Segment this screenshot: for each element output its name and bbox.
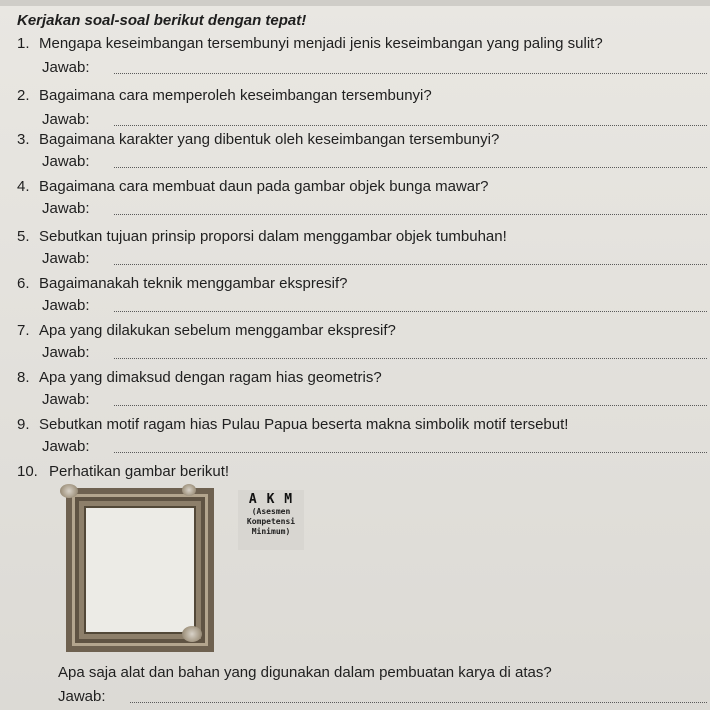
answer-dotted-line <box>114 264 707 265</box>
page-top-edge <box>0 0 710 6</box>
question-number: 7. <box>17 322 30 339</box>
answer-line-7 <box>42 344 707 362</box>
question-number: 8. <box>17 369 30 386</box>
answer-label: Jawab: <box>58 688 106 705</box>
answer-line-3 <box>42 153 707 171</box>
flower-ornament-icon <box>60 484 78 498</box>
question-10 <box>17 463 707 481</box>
akm-title: A K M <box>248 492 294 507</box>
question-6 <box>17 275 707 293</box>
question-number: 6. <box>17 275 30 292</box>
question-text: Sebutkan motif ragam hias Pulau Papua beserta makna simbolik motif tersebut! <box>39 416 569 433</box>
akm-line: (Asesmen <box>251 507 291 516</box>
answer-label: Jawab: <box>42 153 90 170</box>
answer-line-5 <box>42 250 707 268</box>
answer-label: Jawab: <box>42 344 90 361</box>
answer-line-8 <box>42 391 707 409</box>
answer-line-9 <box>42 438 707 456</box>
final-question: Apa saja alat dan bahan yang digunakan dalam pembuatan karya di atas? <box>58 664 552 681</box>
question-5 <box>17 228 707 246</box>
answer-label: Jawab: <box>42 59 90 76</box>
question-number: 1. <box>17 35 30 52</box>
answer-line-1 <box>42 59 707 77</box>
question-text: Bagaimana cara memperoleh keseimbangan tersembunyi? <box>39 87 432 104</box>
question-text: Mengapa keseimbangan tersembunyi menjadi jenis keseimbangan yang paling sulit? <box>39 35 603 52</box>
answer-label: Jawab: <box>42 250 90 267</box>
question-3 <box>17 131 707 149</box>
question-text: Apa yang dilakukan sebelum menggambar ekspresif? <box>39 322 396 339</box>
flower-ornament-icon <box>182 626 202 642</box>
question-9 <box>17 416 707 434</box>
answer-label: Jawab: <box>42 297 90 314</box>
answer-dotted-line <box>114 125 707 126</box>
flower-ornament-icon <box>182 484 196 496</box>
answer-dotted-line <box>114 311 707 312</box>
answer-label: Jawab: <box>42 200 90 217</box>
answer-dotted-line <box>114 73 707 74</box>
question-number: 4. <box>17 178 30 195</box>
question-number: 5. <box>17 228 30 245</box>
question-number: 10. <box>17 463 38 480</box>
question-1 <box>17 35 707 53</box>
question-7 <box>17 322 707 340</box>
answer-label: Jawab: <box>42 391 90 408</box>
akm-line: Kompetensi <box>246 517 296 526</box>
answer-dotted-line <box>114 358 707 359</box>
worksheet-heading: Kerjakan soal-soal berikut dengan tepat! <box>17 12 307 29</box>
answer-line-6 <box>42 297 707 315</box>
question-8 <box>17 369 707 387</box>
akm-badge <box>238 490 304 550</box>
question-text: Bagaimana karakter yang dibentuk oleh keseimbangan tersembunyi? <box>39 131 500 148</box>
question-text: Bagaimana cara membuat daun pada gambar objek bunga mawar? <box>39 178 489 195</box>
question-2 <box>17 87 707 105</box>
question-number: 9. <box>17 416 30 433</box>
question-number: 3. <box>17 131 30 148</box>
question-number: 2. <box>17 87 30 104</box>
question-4 <box>17 178 707 196</box>
frame-inner-panel <box>84 506 196 634</box>
answer-line-10 <box>58 688 707 706</box>
answer-line-4 <box>42 200 707 218</box>
question-text: Bagaimanakah teknik menggambar ekspresif? <box>39 275 348 292</box>
answer-dotted-line <box>114 405 707 406</box>
answer-dotted-line <box>114 214 707 215</box>
answer-label: Jawab: <box>42 111 90 128</box>
answer-label: Jawab: <box>42 438 90 455</box>
answer-dotted-line <box>114 452 707 453</box>
question-text: Perhatikan gambar berikut! <box>49 463 230 480</box>
answer-dotted-line <box>114 167 707 168</box>
question-text: Sebutkan tujuan prinsip proporsi dalam menggambar objek tumbuhan! <box>39 228 507 245</box>
question-text: Apa yang dimaksud dengan ragam hias geometris? <box>39 369 382 386</box>
akm-line: Minimum) <box>251 527 291 536</box>
answer-line-2 <box>42 111 707 129</box>
answer-dotted-line <box>130 702 707 703</box>
